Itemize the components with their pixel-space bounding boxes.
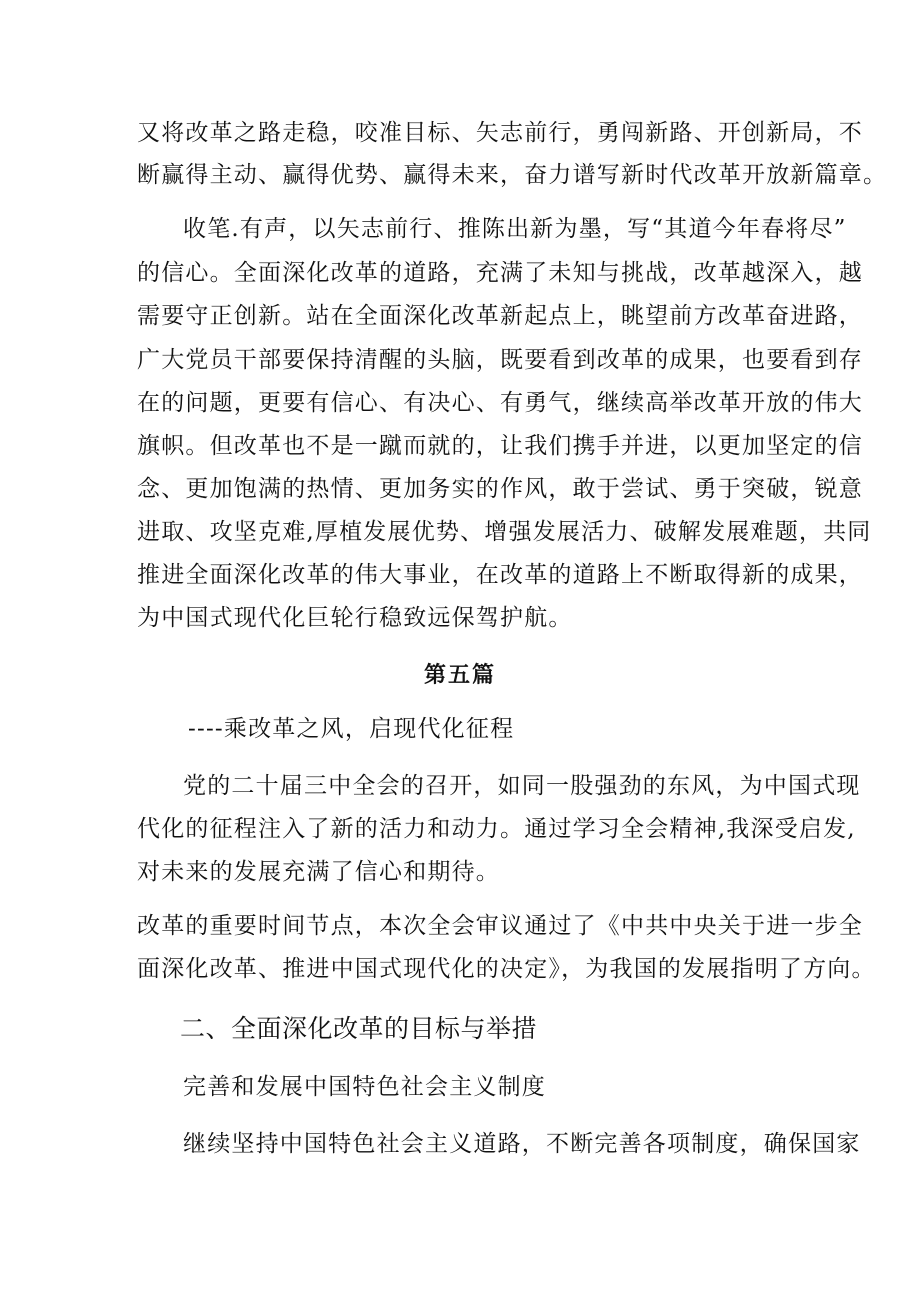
paragraph-line: 又将改革之路走稳，咬准目标、矢志前行，勇闯新路、开创新局，不 — [137, 120, 863, 146]
paragraph-line: 对未来的发展充满了信心和期待。 — [137, 859, 500, 885]
section-heading: 二、全面深化改革的目标与举措 — [180, 1014, 538, 1043]
paragraph-line: 为中国式现代化巨轮行稳致远保驾护航。 — [137, 605, 573, 631]
paragraph-line: 在的问题，更要有信心、有决心、有勇气，继续高举改革开放的伟大 — [137, 390, 863, 416]
chapter-title: 第五篇 — [423, 662, 496, 688]
paragraph-line: 党的二十届三中全会的召开，如同一股强劲的东风，为中国式现 — [183, 773, 861, 799]
paragraph-line: 继续坚持中国特色社会主义道路，不断完善各项制度，确保国家 — [183, 1131, 861, 1157]
subheading: 完善和发展中国特色社会主义制度 — [183, 1074, 546, 1100]
paragraph-line: 的信心。全面深化改革的道路，充满了未知与挑战，改革越深入，越 — [137, 260, 863, 286]
paragraph-line: 进取、攻坚克难,厚植发展优势、增强发展活力、破解发展难题，共同 — [137, 519, 872, 545]
paragraph-line: 面深化改革、推进中国式现代化的决定》，为我国的发展指明了方向。 — [137, 956, 876, 982]
paragraph-line: 旗帜。但改革也不是一蹴而就的，让我们携手并进，以更加坚定的信 — [137, 433, 863, 459]
paragraph-line: 改革的重要时间节点，本次全会审议通过了《中共中央关于进一步全 — [137, 913, 863, 939]
paragraph-line: 收笔.有声，以矢志前行、推陈出新为墨，写“其道今年春将尽” — [183, 216, 847, 242]
paragraph-line: 断赢得主动、赢得优势、赢得未来，奋力谱写新时代改革开放新篇章。 — [137, 162, 888, 188]
paragraph-line: 念、更加饱满的热情、更加务实的作风，敢于尝试、勇于突破，锐意 — [137, 476, 863, 502]
paragraph-line: 广大党员干部要保持清醒的头脑，既要看到改革的成果，也要看到存 — [137, 347, 863, 373]
chapter-subtitle: ----乘改革之风，启现代化征程 — [188, 716, 515, 742]
paragraph-line: 代化的征程注入了新的活力和动力。通过学习全会精神,我深受启发, — [137, 816, 856, 842]
paragraph-line: 需要守正创新。站在全面深化改革新起点上，眺望前方改革奋进路， — [137, 303, 863, 329]
paragraph-line: 推进全面深化改革的伟大事业，在改革的道路上不断取得新的成果， — [137, 562, 863, 588]
